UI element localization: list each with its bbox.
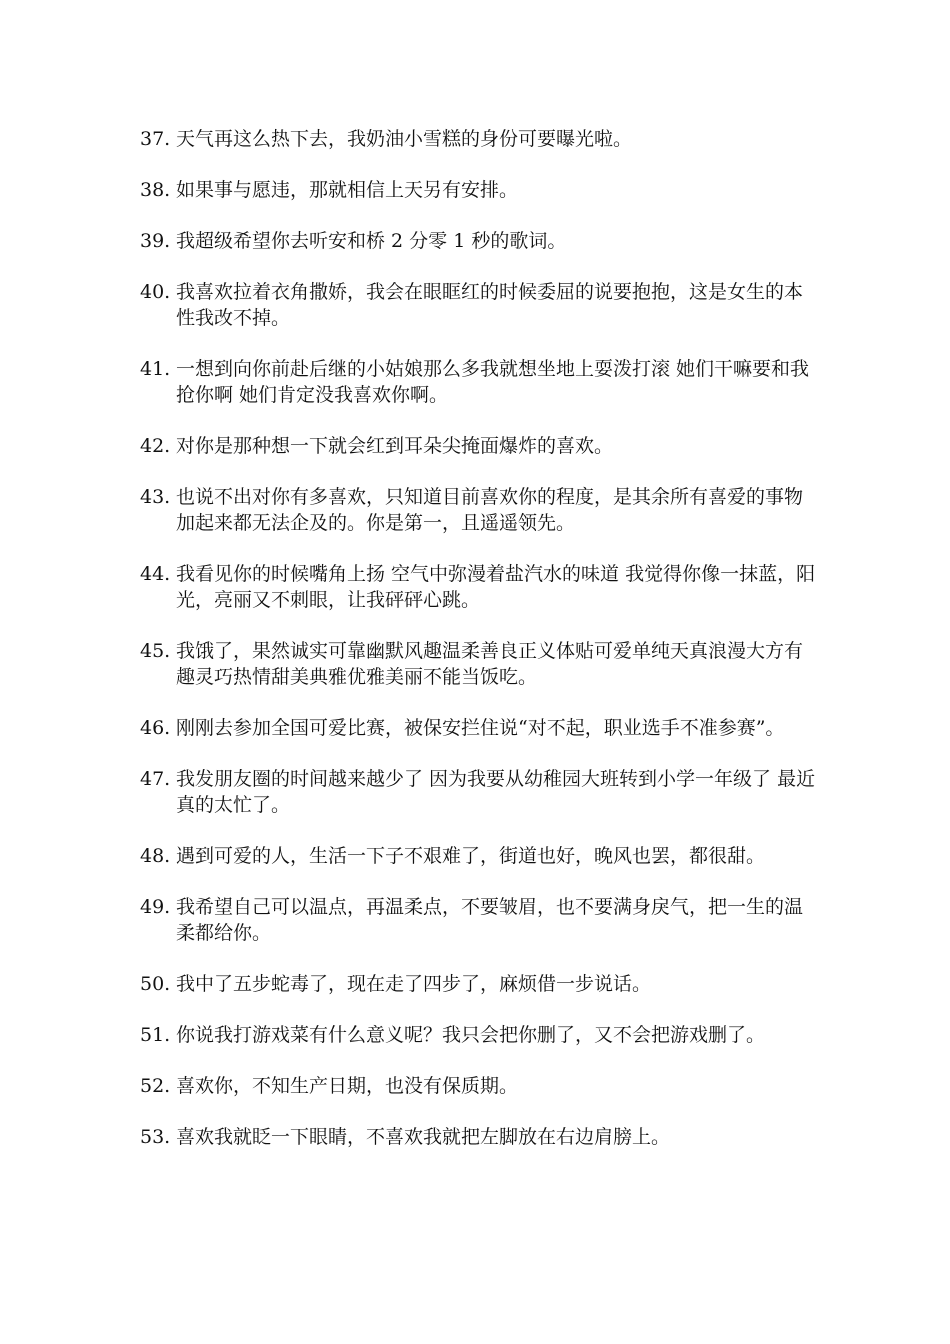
item-number: 43.: [140, 486, 171, 508]
list-item: [140, 433, 820, 459]
item-number: 45.: [140, 640, 171, 662]
item-text: 对你是那种想一下就会红到耳朵尖掩面爆炸的喜欢。: [176, 435, 614, 457]
list-item: [140, 766, 820, 818]
item-text: 天气再这么热下去，我奶油小雪糕的身份可要曝光啦。: [176, 128, 633, 150]
list-item: [140, 843, 820, 869]
item-number: 47.: [140, 768, 171, 790]
item-text: 我希望自己可以温点，再温柔点，不要皱眉，也不要满身戾气，把一生的温柔都给你。: [176, 896, 804, 944]
list-item: [140, 484, 820, 536]
list-item: [140, 228, 820, 254]
item-text: 一想到向你前赴后继的小姑娘那么多我就想坐地上耍泼打滚 她们干嘛要和我抢你啊 她们肯定没我喜欢你啊。: [176, 358, 810, 406]
item-text: 我中了五步蛇毒了，现在走了四步了，麻烦借一步说话。: [176, 973, 652, 995]
list-item: [140, 894, 820, 946]
item-text: 我喜欢拉着衣角撒娇，我会在眼眶红的时候委屈的说要抱抱，这是女生的本性我改不掉。: [176, 281, 804, 329]
list-item: [140, 638, 820, 690]
item-number: 53.: [140, 1126, 171, 1148]
item-text: 我发朋友圈的时间越来越少了 因为我要从幼稚园大班转到小学一年级了 最近真的太忙了。: [176, 768, 816, 816]
item-text: 我饿了，果然诚实可靠幽默风趣温柔善良正义体贴可爱单纯天真浪漫大方有趣灵巧热情甜美典雅优雅美丽不能当饭吃。: [176, 640, 804, 688]
item-text: 也说不出对你有多喜欢，只知道目前喜欢你的程度，是其余所有喜爱的事物加起来都无法企及的。你是第一，且遥遥领先。: [176, 486, 804, 534]
item-number: 37.: [140, 128, 171, 150]
list-item: [140, 1124, 820, 1150]
list-item: [140, 279, 820, 331]
list-item: [140, 356, 820, 408]
item-text: 喜欢我就眨一下眼睛，不喜欢我就把左脚放在右边肩膀上。: [176, 1126, 671, 1148]
item-text: 我看见你的时候嘴角上扬 空气中弥漫着盐汽水的味道 我觉得你像一抹蓝，阳光，亮丽又不刺眼，让我砰砰心跳。: [176, 563, 816, 611]
item-number: 40.: [140, 281, 171, 303]
list-item: [140, 1022, 820, 1048]
item-text: 如果事与愿违，那就相信上天另有安排。: [176, 179, 519, 201]
item-number: 50.: [140, 973, 171, 995]
list-item: [140, 561, 820, 613]
list-item: [140, 177, 820, 203]
item-number: 46.: [140, 717, 171, 739]
item-text: 遇到可爱的人，生活一下子不艰难了，街道也好，晚风也罢，都很甜。: [176, 845, 766, 867]
list-item: [140, 1073, 820, 1099]
item-number: 52.: [140, 1075, 171, 1097]
list-item: [140, 126, 820, 152]
item-number: 38.: [140, 179, 171, 201]
item-number: 42.: [140, 435, 171, 457]
item-number: 49.: [140, 896, 171, 918]
item-number: 39.: [140, 230, 171, 252]
item-text: 刚刚去参加全国可爱比赛，被保安拦住说“对不起，职业选手不准参赛”。: [176, 717, 785, 739]
list-item: [140, 971, 820, 997]
item-number: 48.: [140, 845, 171, 867]
item-text: 我超级希望你去听安和桥 2 分零 1 秒的歌词。: [176, 230, 567, 252]
list-item: [140, 715, 820, 741]
item-number: 41.: [140, 358, 171, 380]
quote-list: [140, 126, 820, 1175]
item-text: 喜欢你，不知生产日期，也没有保质期。: [176, 1075, 519, 1097]
item-number: 51.: [140, 1024, 171, 1046]
item-text: 你说我打游戏菜有什么意义呢？我只会把你删了，又不会把游戏删了。: [176, 1024, 766, 1046]
item-number: 44.: [140, 563, 171, 585]
